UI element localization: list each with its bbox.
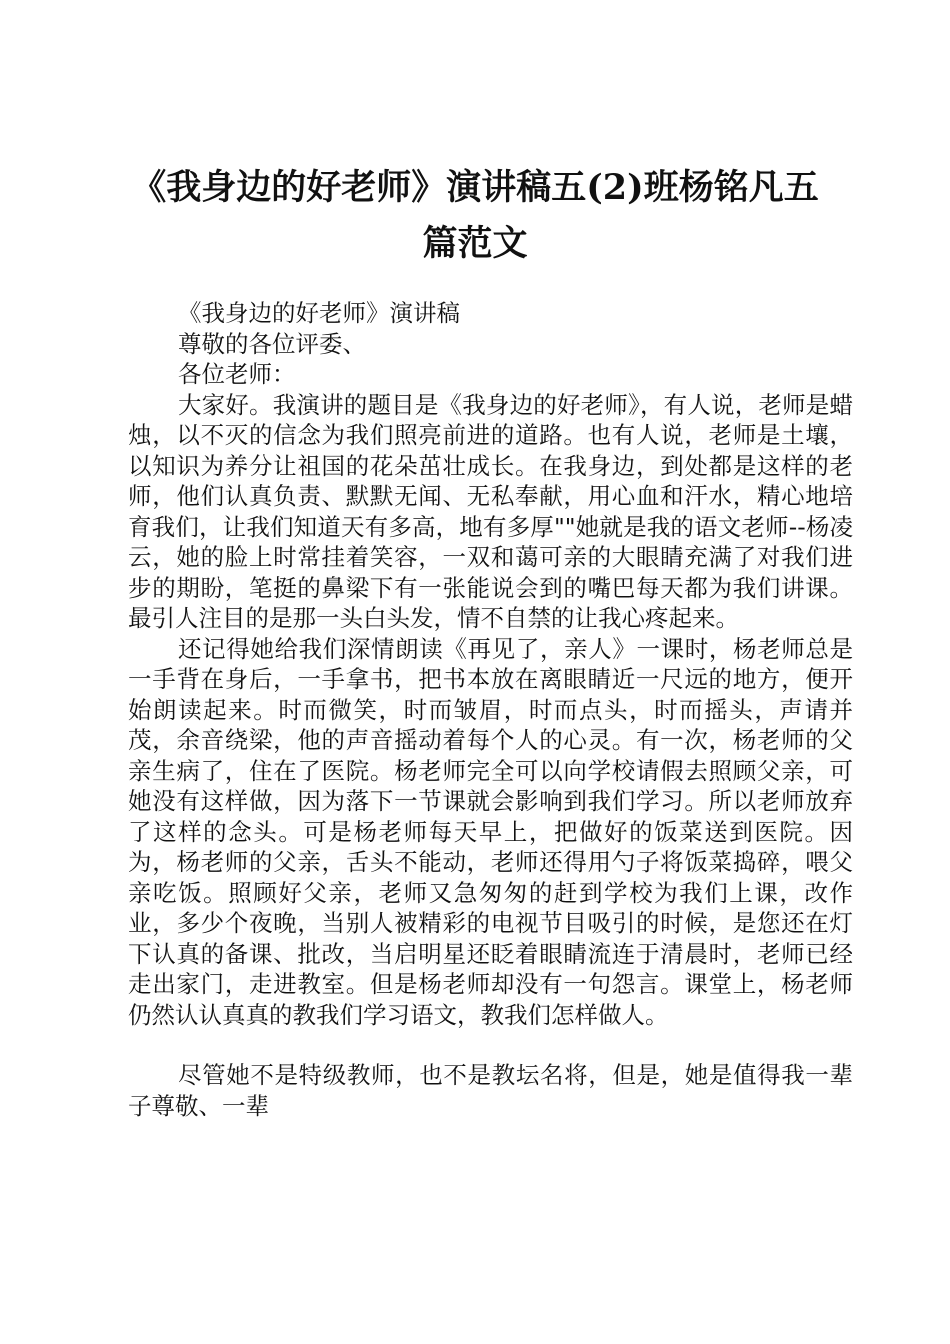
title-line-2: 篇范文 <box>422 223 528 264</box>
title-line-1: 《我身边的好老师》演讲稿五(2)班杨铭凡五 <box>131 167 819 208</box>
paragraph-2: 还记得她给我们深情朗读《再见了，亲人》一课时，杨老师总是一手背在身后，一手拿书，把书本放在离眼睛近一尺远的地方，便开始朗读起来。时而微笑，时而皱眉，时而点头，时而摇头，声请并茂，余音绕梁，他的声音摇动着每个人的心灵。有一次，杨老师的父亲生病了，住在了医院。杨老师完全可以向学校请假去照顾父亲，可她没有这样做，因为落下一节课就会影响到我们学习。所以老师放弃了这样的念头。可是杨老师每天早上，把做好的饭菜送到医院。因为，杨老师的父亲，舌头不能动，老师还得用勺子将饭菜捣碎，喂父亲吃饭。照顾好父亲，老师又急匆匆的赶到学校为我们上课，改作业，多少个夜晚，当别人被精彩的电视节目吸引的时候，是您还在灯下认真的备课、批改，当启明星还眨着眼睛流连于清晨时，老师已经走出家门，走进教室。但是杨老师却没有一句怨言。课堂上，杨老师仍然认认真真的教我们学习语文，教我们怎样做人。 <box>128 634 853 1029</box>
document-body <box>128 298 853 1121</box>
document-title <box>110 160 840 272</box>
paragraph-3: 尽管她不是特级教师，也不是教坛名将，但是，她是值得我一辈子尊敬、一辈 <box>128 1061 853 1120</box>
speech-heading: 《我身边的好老师》演讲稿 <box>178 299 460 327</box>
salutation-judges: 尊敬的各位评委、 <box>178 329 366 358</box>
salutation-teachers: 各位老师： <box>178 360 296 388</box>
paragraph-gap <box>128 1030 853 1060</box>
paragraph-1: 大家好。我演讲的题目是《我身边的好老师》，有人说，老师是蜡烛，以不灭的信念为我们照亮前进的道路。也有人说，老师是土壤，以知识为养分让祖国的花朵茁壮成长。在我身边，到处都是这样的老师，他们认真负责、默默无闻、无私奉献，用心血和汗水，精心地培育我们，让我们知道天有多高，地有多厚""她就是我的语文老师--杨凌云，她的脸上时常挂着笑容，一双和蔼可亲的大眼睛充满了对我们进步的期盼，笔挺的鼻梁下有一张能说会到的嘴巴每天都为我们讲课。最引人注目的是那一头白头发，情不自禁的让我心疼起来。 <box>128 390 853 632</box>
